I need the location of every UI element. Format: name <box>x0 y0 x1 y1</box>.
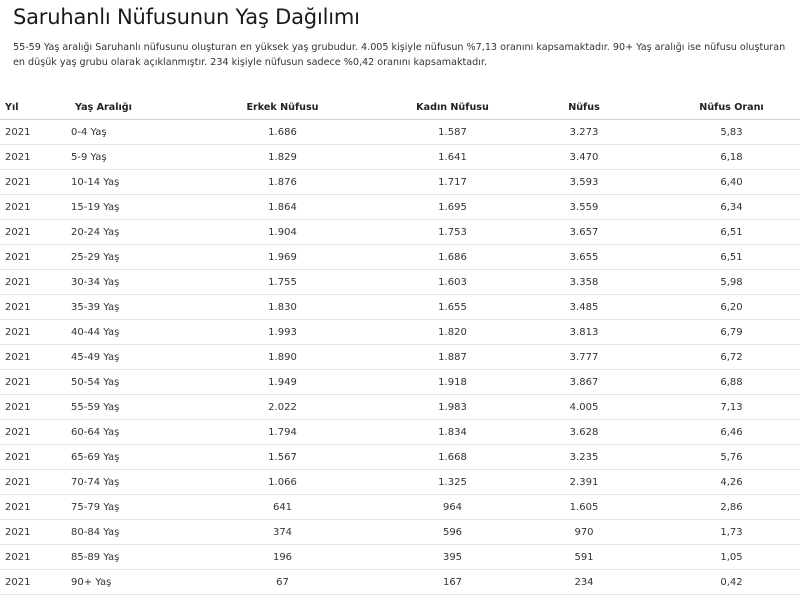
cell-male-population: 1.904 <box>200 220 365 245</box>
cell-age-range: 65-69 Yaş <box>45 445 200 470</box>
cell-year: 2021 <box>0 170 45 195</box>
table-row <box>0 220 800 245</box>
table-row <box>0 270 800 295</box>
cell-population-ratio: 6,20 <box>628 295 800 320</box>
table-row <box>0 495 800 520</box>
cell-year: 2021 <box>0 570 45 595</box>
cell-age-range: 5-9 Yaş <box>45 145 200 170</box>
table-row <box>0 520 800 545</box>
cell-population: 3.628 <box>540 420 628 445</box>
cell-age-range: 20-24 Yaş <box>45 220 200 245</box>
cell-year: 2021 <box>0 520 45 545</box>
cell-male-population: 1.567 <box>200 445 365 470</box>
cell-female-population: 1.887 <box>365 345 540 370</box>
cell-year: 2021 <box>0 470 45 495</box>
cell-year: 2021 <box>0 495 45 520</box>
cell-population-ratio: 2,86 <box>628 495 800 520</box>
cell-female-population: 1.983 <box>365 395 540 420</box>
cell-population: 3.593 <box>540 170 628 195</box>
table-row <box>0 445 800 470</box>
cell-year: 2021 <box>0 395 45 420</box>
cell-population: 3.358 <box>540 270 628 295</box>
cell-population-ratio: 1,73 <box>628 520 800 545</box>
column-header-male-population[interactable]: Erkek Nüfusu <box>200 95 365 120</box>
cell-female-population: 395 <box>365 545 540 570</box>
table-row <box>0 120 800 145</box>
cell-age-range: 35-39 Yaş <box>45 295 200 320</box>
cell-age-range: 45-49 Yaş <box>45 345 200 370</box>
cell-population-ratio: 7,13 <box>628 395 800 420</box>
cell-population-ratio: 5,83 <box>628 120 800 145</box>
age-distribution-table <box>0 95 800 595</box>
cell-age-range: 90+ Yaş <box>45 570 200 595</box>
cell-male-population: 67 <box>200 570 365 595</box>
cell-population: 4.005 <box>540 395 628 420</box>
table-header <box>0 95 800 120</box>
column-header-female-population[interactable]: Kadın Nüfusu <box>365 95 540 120</box>
table-row <box>0 145 800 170</box>
cell-population: 3.485 <box>540 295 628 320</box>
table-row <box>0 370 800 395</box>
cell-population: 2.391 <box>540 470 628 495</box>
cell-population-ratio: 6,46 <box>628 420 800 445</box>
cell-age-range: 85-89 Yaş <box>45 545 200 570</box>
cell-population-ratio: 0,42 <box>628 570 800 595</box>
cell-population-ratio: 6,79 <box>628 320 800 345</box>
cell-year: 2021 <box>0 345 45 370</box>
cell-female-population: 1.753 <box>365 220 540 245</box>
table-row <box>0 570 800 595</box>
cell-female-population: 1.668 <box>365 445 540 470</box>
table-row <box>0 420 800 445</box>
cell-age-range: 55-59 Yaş <box>45 395 200 420</box>
column-header-year[interactable]: Yıl <box>0 95 45 120</box>
cell-female-population: 1.717 <box>365 170 540 195</box>
cell-year: 2021 <box>0 545 45 570</box>
cell-female-population: 167 <box>365 570 540 595</box>
cell-population-ratio: 6,18 <box>628 145 800 170</box>
table-header-row <box>0 95 800 120</box>
table-row <box>0 195 800 220</box>
cell-population-ratio: 6,88 <box>628 370 800 395</box>
cell-population-ratio: 6,51 <box>628 220 800 245</box>
cell-male-population: 1.794 <box>200 420 365 445</box>
cell-male-population: 1.864 <box>200 195 365 220</box>
cell-age-range: 25-29 Yaş <box>45 245 200 270</box>
cell-population-ratio: 6,34 <box>628 195 800 220</box>
cell-year: 2021 <box>0 295 45 320</box>
cell-population-ratio: 1,05 <box>628 545 800 570</box>
cell-male-population: 1.993 <box>200 320 365 345</box>
cell-age-range: 10-14 Yaş <box>45 170 200 195</box>
cell-year: 2021 <box>0 320 45 345</box>
cell-population: 3.235 <box>540 445 628 470</box>
cell-female-population: 596 <box>365 520 540 545</box>
cell-population: 3.813 <box>540 320 628 345</box>
cell-year: 2021 <box>0 370 45 395</box>
cell-female-population: 1.603 <box>365 270 540 295</box>
cell-female-population: 1.695 <box>365 195 540 220</box>
cell-population: 3.867 <box>540 370 628 395</box>
cell-male-population: 1.890 <box>200 345 365 370</box>
cell-female-population: 1.820 <box>365 320 540 345</box>
cell-female-population: 1.686 <box>365 245 540 270</box>
cell-population: 3.470 <box>540 145 628 170</box>
cell-age-range: 50-54 Yaş <box>45 370 200 395</box>
cell-population-ratio: 5,76 <box>628 445 800 470</box>
table-row <box>0 170 800 195</box>
cell-population-ratio: 6,51 <box>628 245 800 270</box>
cell-age-range: 75-79 Yaş <box>45 495 200 520</box>
cell-year: 2021 <box>0 245 45 270</box>
table-row <box>0 320 800 345</box>
cell-population: 3.655 <box>540 245 628 270</box>
table-row <box>0 345 800 370</box>
cell-population: 3.273 <box>540 120 628 145</box>
cell-female-population: 1.918 <box>365 370 540 395</box>
cell-male-population: 1.066 <box>200 470 365 495</box>
cell-population: 1.605 <box>540 495 628 520</box>
cell-age-range: 15-19 Yaş <box>45 195 200 220</box>
cell-population: 970 <box>540 520 628 545</box>
page-title: Saruhanlı Nüfusunun Yaş Dağılımı <box>13 5 360 29</box>
column-header-age-range[interactable]: Yaş Aralığı <box>45 95 200 120</box>
table-row <box>0 470 800 495</box>
cell-population: 3.777 <box>540 345 628 370</box>
cell-population: 591 <box>540 545 628 570</box>
cell-age-range: 0-4 Yaş <box>45 120 200 145</box>
cell-year: 2021 <box>0 445 45 470</box>
cell-population-ratio: 6,72 <box>628 345 800 370</box>
cell-female-population: 1.587 <box>365 120 540 145</box>
cell-male-population: 1.829 <box>200 145 365 170</box>
cell-year: 2021 <box>0 270 45 295</box>
cell-year: 2021 <box>0 220 45 245</box>
cell-female-population: 1.834 <box>365 420 540 445</box>
cell-population: 3.559 <box>540 195 628 220</box>
table-row <box>0 395 800 420</box>
cell-age-range: 80-84 Yaş <box>45 520 200 545</box>
column-header-population[interactable]: Nüfus <box>540 95 628 120</box>
cell-male-population: 1.830 <box>200 295 365 320</box>
cell-female-population: 1.655 <box>365 295 540 320</box>
table-row <box>0 545 800 570</box>
page-description: 55-59 Yaş aralığı Saruhanlı nüfusunu oluşturan en yüksek yaş grubudur. 4.005 kişiyle nüfusun %7,13 oranını kapsamaktadır. 90+ Yaş aralığı ise nüfusu oluşturan en düşük yaş grubu olarak açıklanmıştır. 234 kişiyle nüfusun sadece %0,42 oranını kapsamaktadır. <box>13 42 786 68</box>
cell-age-range: 60-64 Yaş <box>45 420 200 445</box>
cell-female-population: 1.325 <box>365 470 540 495</box>
cell-year: 2021 <box>0 420 45 445</box>
cell-age-range: 30-34 Yaş <box>45 270 200 295</box>
cell-male-population: 196 <box>200 545 365 570</box>
cell-year: 2021 <box>0 195 45 220</box>
cell-male-population: 1.876 <box>200 170 365 195</box>
cell-male-population: 1.949 <box>200 370 365 395</box>
cell-population-ratio: 4,26 <box>628 470 800 495</box>
cell-female-population: 964 <box>365 495 540 520</box>
cell-population: 234 <box>540 570 628 595</box>
cell-age-range: 70-74 Yaş <box>45 470 200 495</box>
cell-year: 2021 <box>0 120 45 145</box>
cell-population: 3.657 <box>540 220 628 245</box>
cell-male-population: 641 <box>200 495 365 520</box>
cell-male-population: 2.022 <box>200 395 365 420</box>
cell-male-population: 1.755 <box>200 270 365 295</box>
cell-population-ratio: 6,40 <box>628 170 800 195</box>
cell-male-population: 1.969 <box>200 245 365 270</box>
cell-population-ratio: 5,98 <box>628 270 800 295</box>
cell-female-population: 1.641 <box>365 145 540 170</box>
table-body <box>0 120 800 595</box>
table-row <box>0 295 800 320</box>
cell-age-range: 40-44 Yaş <box>45 320 200 345</box>
cell-male-population: 374 <box>200 520 365 545</box>
table-row <box>0 245 800 270</box>
cell-male-population: 1.686 <box>200 120 365 145</box>
cell-year: 2021 <box>0 145 45 170</box>
column-header-population-ratio[interactable]: Nüfus Oranı <box>628 95 800 120</box>
